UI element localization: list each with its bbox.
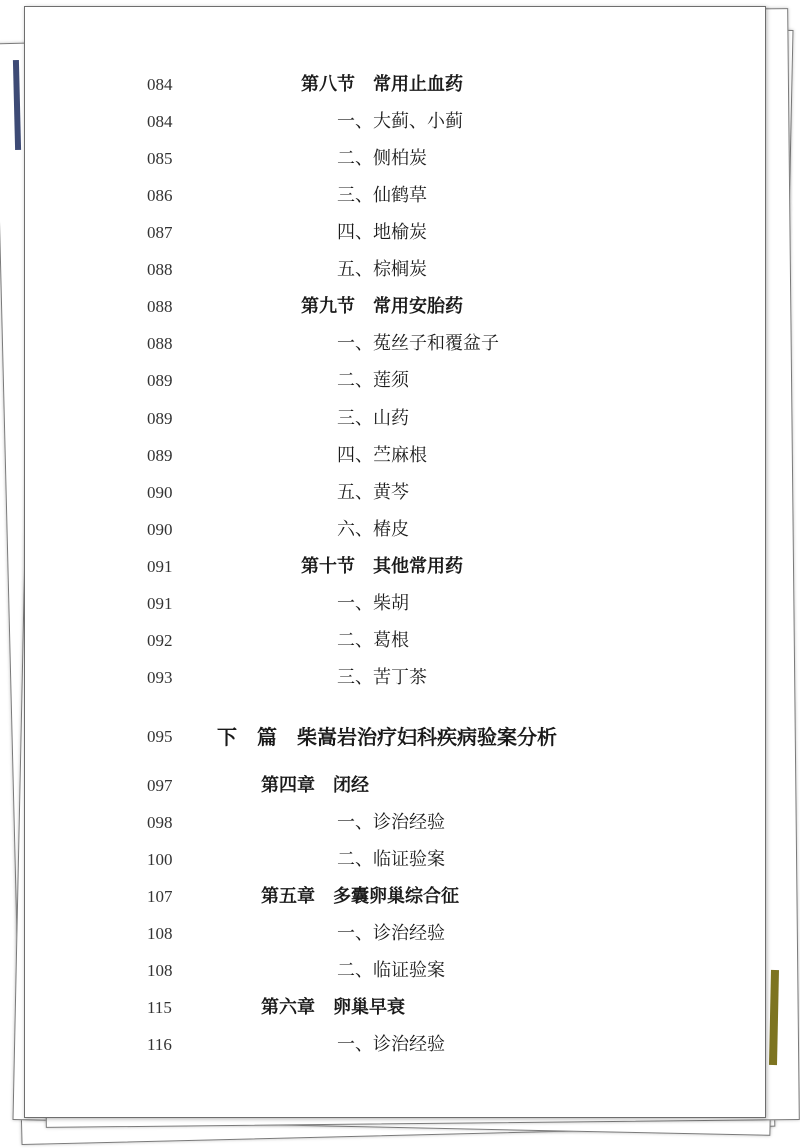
toc-entry-title: 三、仙鹤草 xyxy=(337,185,427,206)
toc-page-number: 100 xyxy=(147,850,173,869)
toc-entry xyxy=(25,404,765,434)
toc-entry-title: 三、山药 xyxy=(337,408,409,429)
toc-entry xyxy=(25,181,765,211)
toc-entry xyxy=(25,589,765,619)
toc-page-number: 086 xyxy=(147,186,173,205)
toc-entry-title: 六、椿皮 xyxy=(337,519,409,540)
toc-entry xyxy=(25,144,765,174)
toc-page-number: 107 xyxy=(147,887,173,906)
toc-page-number: 098 xyxy=(147,813,173,832)
toc-entry-title: 第五章 多囊卵巢综合征 xyxy=(261,886,459,907)
toc-entry-title: 一、柴胡 xyxy=(337,593,409,614)
toc-page-number: 092 xyxy=(147,631,173,650)
toc-entry xyxy=(25,441,765,471)
toc-entry-title: 第八节 常用止血药 xyxy=(301,74,463,95)
toc-entry-title: 四、苎麻根 xyxy=(337,445,427,466)
toc-page-number: 115 xyxy=(147,998,172,1017)
toc-entry-title: 一、诊治经验 xyxy=(337,923,445,944)
toc-entry-title: 二、葛根 xyxy=(337,630,409,651)
toc-entry xyxy=(25,1030,765,1060)
toc-entry xyxy=(25,993,765,1023)
toc-page-number: 091 xyxy=(147,557,173,576)
toc-entry-title: 二、临证验案 xyxy=(337,849,445,870)
toc-entry-title: 下 篇 柴嵩岩治疗妇科疾病验案分析 xyxy=(217,725,557,749)
toc-entry xyxy=(25,808,765,838)
toc-entry xyxy=(25,919,765,949)
toc-entry-title: 三、苦丁茶 xyxy=(337,667,427,688)
toc-page-number: 084 xyxy=(147,112,173,131)
toc-page-number: 108 xyxy=(147,924,173,943)
toc-entry xyxy=(25,255,765,285)
toc-page-number: 097 xyxy=(147,776,173,795)
toc-entry-title: 一、诊治经验 xyxy=(337,1034,445,1055)
toc-page-number: 088 xyxy=(147,334,173,353)
toc-entry xyxy=(25,107,765,137)
toc-entry xyxy=(25,478,765,508)
toc-entry-title: 一、大蓟、小蓟 xyxy=(337,111,463,132)
toc-page-number: 090 xyxy=(147,483,173,502)
toc-page-number: 088 xyxy=(147,260,173,279)
toc-entry-title: 第十节 其他常用药 xyxy=(301,556,463,577)
toc-page-number: 093 xyxy=(147,668,173,687)
toc-page-number: 084 xyxy=(147,75,173,94)
toc-entry xyxy=(25,552,765,582)
toc-entry xyxy=(25,70,765,100)
toc-entry xyxy=(25,720,765,754)
toc-entry-title: 第四章 闭经 xyxy=(261,775,369,796)
toc-page-number: 087 xyxy=(147,223,173,242)
toc-entry xyxy=(25,292,765,322)
toc-entry-title: 二、莲须 xyxy=(337,370,409,391)
toc-entry xyxy=(25,771,765,801)
toc-page xyxy=(24,6,766,1118)
toc-page-number: 116 xyxy=(147,1035,172,1054)
toc-entry-title: 第六章 卵巢早衰 xyxy=(261,997,405,1018)
toc-entry-title: 二、临证验案 xyxy=(337,960,445,981)
toc-entry-title: 一、诊治经验 xyxy=(337,812,445,833)
toc-entry xyxy=(25,882,765,912)
toc-page-number: 088 xyxy=(147,297,173,316)
toc-entry-title: 一、菟丝子和覆盆子 xyxy=(337,333,499,354)
toc-page-number: 085 xyxy=(147,149,173,168)
toc-page-number: 089 xyxy=(147,446,173,465)
toc-entry xyxy=(25,329,765,359)
toc-entry xyxy=(25,218,765,248)
toc-entry-title: 五、黄芩 xyxy=(337,482,409,503)
toc-entry-title: 第九节 常用安胎药 xyxy=(301,296,463,317)
toc-entry xyxy=(25,626,765,656)
toc-entry xyxy=(25,366,765,396)
toc-entry-title: 二、侧柏炭 xyxy=(337,148,427,169)
toc-page-number: 095 xyxy=(147,727,173,746)
toc-entry-title: 五、棕榈炭 xyxy=(337,259,427,280)
toc-entry-title: 四、地榆炭 xyxy=(337,222,427,243)
toc-entry xyxy=(25,956,765,986)
toc-entry xyxy=(25,515,765,545)
toc-page-number: 091 xyxy=(147,594,173,613)
toc-page-number: 089 xyxy=(147,409,173,428)
toc-entry xyxy=(25,845,765,875)
toc-page-number: 108 xyxy=(147,961,173,980)
toc-entry xyxy=(25,663,765,693)
toc-page-number: 090 xyxy=(147,520,173,539)
toc-page-number: 089 xyxy=(147,371,173,390)
